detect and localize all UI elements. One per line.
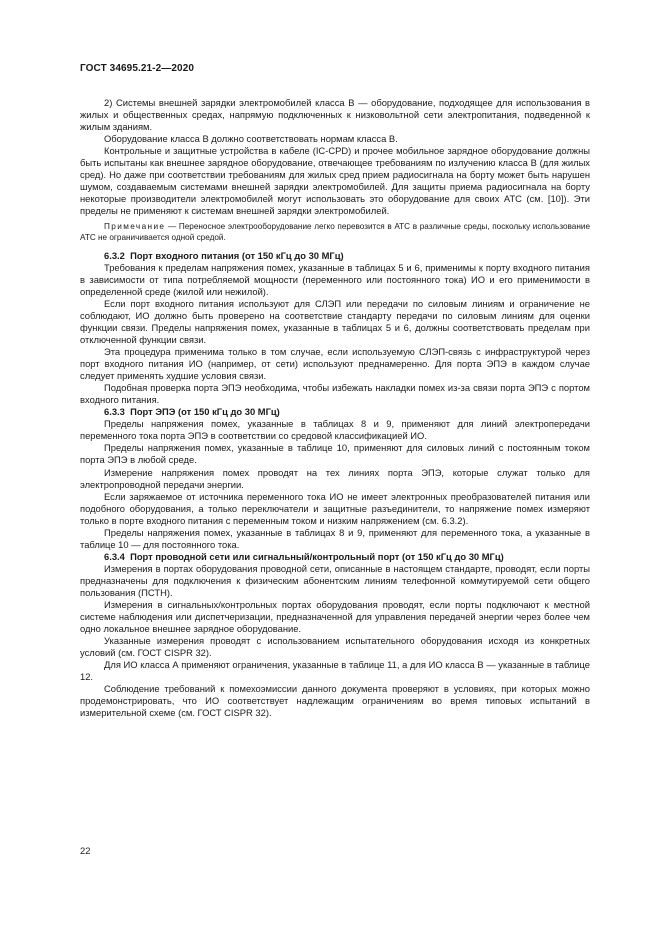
paragraph: Пределы напряжения помех, указанные в таблицах 8 и 9, применяют для линий электропередачи переменного тока порта ЭПЭ в соответствии со средовой классификацией ИО. xyxy=(80,418,590,442)
section-heading-6-3-2 xyxy=(80,250,590,262)
paragraph: Измерения в портах оборудования проводной сети, описанные в настоящем стандарте, проводят, если порты предназначены для подключения к физическим абонентским линиям телефонной коммутируемой сети общего пользования (ПСТН). xyxy=(80,562,590,598)
paragraph: Измерения в сигнальных/контрольных портах оборудования проводят, если порты подключают к местной системе наблюдения или диспетчеризации, предназначенной для управления передачей энергии через более чем одно локальное внешнее зарядное оборудование. xyxy=(80,599,590,635)
paragraph: Подобная проверка порта ЭПЭ необходима, чтобы избежать накладки помех из-за связи порта ЭПЭ с портом входного питания. xyxy=(80,382,590,406)
section-number: 6.3.3 xyxy=(104,406,125,418)
section-heading-6-3-4 xyxy=(80,551,590,563)
paragraph: Оборудование класса В должно соответствовать нормам класса В. xyxy=(104,133,398,145)
paragraph: Соблюдение требований к помехоэмиссии данного документа проверяют в условиях, при которых можно продемонстрировать, что ИО соответствует надлежащим ограничениям во время типовых испытаний в измерительной схеме (см. ГОСТ CISPR 32). xyxy=(80,683,590,719)
section-heading-6-3-3 xyxy=(80,406,590,418)
paragraph: Измерение напряжения помех проводят на тех линиях порта ЭПЭ, которые служат только для электропроводной передачи энергии. xyxy=(80,466,590,490)
note xyxy=(80,222,590,243)
paragraph: Пределы напряжения помех, указанные в таблице 10, применяют для силовых линий с постоянным током порта ЭПЭ в любой среде. xyxy=(80,442,590,466)
document-header: ГОСТ 34695.21-2—2020 xyxy=(80,63,195,74)
section-title: Порт входного питания (от 150 кГц до 30 МГц) xyxy=(130,249,344,261)
paragraph: Требования к пределам напряжения помех, указанные в таблицах 5 и 6, применимы к порту входного питания в зависимости от типа потребляемой мощности (переменного или постоянного тока) ИО и его применимости в определенной среде (жилой или нежилой). xyxy=(80,261,590,297)
note-label: Примечание xyxy=(104,222,166,232)
paragraph: Если порт входного питания используют для СЛЭП или передачи по силовым линиям и ограничение не соблюдают, ИО должно быть проверено на соответствие стандарту передачи по силовым линиям для оценки функции связи. Пределы напряжения помех, указанные в таблицах 5 и 6, должны соответствовать пределам при отключенной функции связи. xyxy=(80,297,590,345)
paragraph: Пределы напряжения помех, указанные в таблицах 8 и 9, применяют для переменного тока, а указанные в таблице 10 — для постоянного тока. xyxy=(80,526,590,550)
paragraph: Если заряжаемое от источника переменного тока ИО не имеет электронных преобразователей питания или подобного оборудования, а только переключатели и защитные разъединители, то напряжение помех измеряют только в порте входного питания с переменным током и низким напряжением (см. 6.3.2). xyxy=(80,490,590,526)
section-title: Порт ЭПЭ (от 150 кГц до 30 МГц) xyxy=(130,406,280,418)
note-text: — Переносное электрооборудование легко перевозится в АТС в различные среды, поскольку использование АТС не ограничивается одной средой. xyxy=(80,222,590,243)
paragraph: Указанные измерения проводят с использованием испытательного оборудования исходя из конкретных условий (см. ГОСТ CISPR 32). xyxy=(80,635,590,659)
paragraph: Эта процедура применима только в том случае, если используемую СЛЭП-связь с инфраструктурой через порт входного питания ИО (например, от сети) используют преднамеренно. Для порта ЭПЭ в каждом случае следует применять худшие условия связи. xyxy=(80,346,590,382)
document-body xyxy=(80,97,590,719)
section-number: 6.3.2 xyxy=(104,249,125,261)
section-title: Порт проводной сети или сигнальный/контрольный порт (от 150 кГц до 30 МГц) xyxy=(130,550,504,562)
paragraph: 2) Системы внешней зарядки электромобилей класса В — оборудование, подходящее для использования в жилых и общественных средах, напрямую подключенных к низковольтной сети электропитания, подведенной к жилым зданиям. xyxy=(80,97,590,133)
paragraph: Контрольные и защитные устройства в кабеле (IC-CPD) и прочее мобильное зарядное оборудование должны быть испытаны как внешнее зарядное оборудование, отвечающее требованиям по излучению класса В (для жилых сред). Но даже при соответствии требованиям для жилых сред прием радиосигнала на борту может быть нарушен шумом, создаваемым системами внешней зарядки электромобилей. Для защиты приема радиосигнала на борту некоторые производители электромобилей могут использовать это оборудование для своих АТС (см. [10]). Эти пределы не применяют к системам внешней зарядки электромобилей. xyxy=(80,145,590,217)
paragraph: Для ИО класса А применяют ограничения, указанные в таблице 11, а для ИО класса В — указанные в таблице 12. xyxy=(80,659,590,683)
page-number: 22 xyxy=(80,845,91,856)
section-number: 6.3.4 xyxy=(104,550,125,562)
